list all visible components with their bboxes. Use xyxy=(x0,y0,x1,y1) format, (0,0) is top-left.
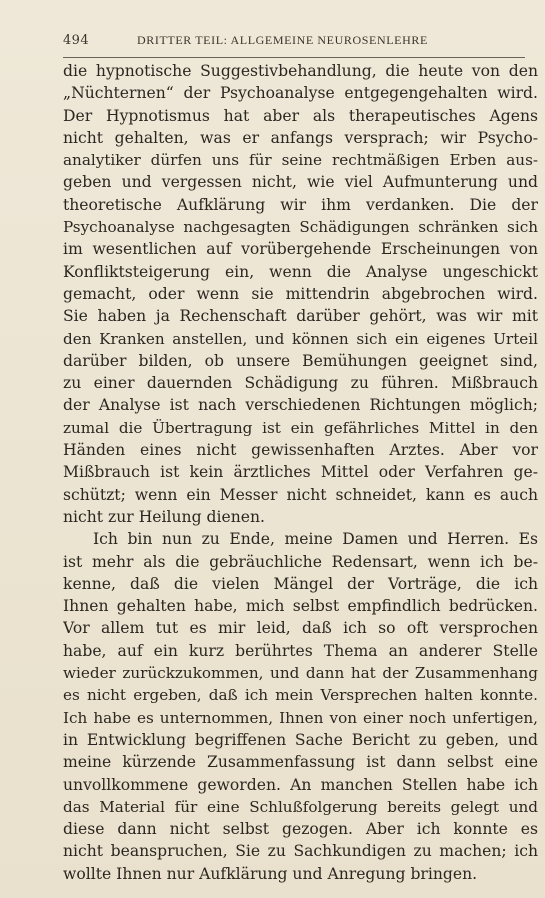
text-line: Der Hypnotismus hat aber als therapeutisches Agens xyxy=(63,106,538,125)
text-line: in Entwicklung begriffenen Sache Bericht zu geben, und xyxy=(63,730,538,749)
page-number: 494 xyxy=(63,33,90,48)
page-header xyxy=(63,33,525,58)
text-line: Konfliktsteigerung ein, wenn die Analyse ungeschickt xyxy=(63,262,538,281)
text-line: zu einer dauernden Schädigung zu führen. Mißbrauch xyxy=(63,374,538,393)
text-line: Vor allem tut es mir leid, daß ich so oft versprochen xyxy=(63,619,538,638)
text-line: die hypnotische Suggestivbehandlung, die heute von den xyxy=(63,62,538,80)
text-line: zumal die Übertragung ist ein gefährliches Mittel in den xyxy=(63,418,538,437)
text-line: geben und vergessen nicht, wie viel Aufmunterung und xyxy=(63,173,538,192)
text-line: es nicht ergeben, daß ich mein Versprechen halten konnte. xyxy=(63,686,538,705)
text-line: im wesentlichen auf vorübergehende Erscheinungen von xyxy=(63,240,538,259)
text-line: analytiker dürfen uns für seine rechtmäßigen Erben aus- xyxy=(63,151,538,170)
text-line: Ich bin nun zu Ende, meine Damen und Herren. Es xyxy=(93,530,538,549)
text-line: diese dann nicht selbst gezogen. Aber ich konnte es xyxy=(63,820,538,839)
text-line: darüber bilden, ob unsere Bemühungen geeignet sind, xyxy=(63,351,538,370)
text-line: der Analyse ist nach verschiedenen Richtungen möglich; xyxy=(63,396,538,415)
text-line: „Nüchternen“ der Psychoanalyse entgegengehalten wird. xyxy=(63,84,538,103)
text-line: das Material für eine Schlußfolgerung bereits gelegt und xyxy=(63,797,538,816)
text-line: Händen eines nicht gewissenhaften Arztes. Aber vor xyxy=(63,441,538,460)
text-line: unvollkommene geworden. An manchen Stellen habe ich xyxy=(63,775,538,794)
text-line: habe, auf ein kurz berührtes Thema an anderer Stelle xyxy=(63,641,538,660)
text-line: ist mehr als die gebräuchliche Redensart, wenn ich be- xyxy=(63,552,538,571)
text-line: meine kürzende Zusammenfassung ist dann selbst eine xyxy=(63,753,538,772)
text-line: gemacht, oder wenn sie mittendrin abgebrochen wird. xyxy=(63,284,538,303)
text-line: nicht zur Heilung dienen. xyxy=(63,507,265,526)
text-line: schützt; wenn ein Messer nicht schneidet, kann es auch xyxy=(63,485,538,504)
running-head: DRITTER TEIL: ALLGEMEINE NEUROSENLEHRE xyxy=(137,33,428,47)
text-line: wollte Ihnen nur Aufklärung und Anregung bringen. xyxy=(63,864,478,883)
text-line: Psychoanalyse nachgesagten Schädigungen schränken sich xyxy=(63,218,538,237)
text-line: Mißbrauch ist kein ärztliches Mittel oder Verfahren ge- xyxy=(63,463,538,482)
body-text xyxy=(63,60,538,885)
text-line: den Kranken anstellen, und können sich ein eigenes Urteil xyxy=(63,329,538,348)
text-line: nicht beanspruchen, Sie zu Sachkundigen zu machen; ich xyxy=(63,842,538,861)
text-line: theoretische Aufklärung wir ihm verdanken. Die der xyxy=(63,195,538,214)
text-line: kenne, daß die vielen Mängel der Vorträge, die ich xyxy=(63,574,538,593)
text-line: Ich habe es unternommen, Ihnen von einer noch unfertigen, xyxy=(63,708,538,727)
text-line: Ihnen gehalten habe, mich selbst empfindlich bedrücken. xyxy=(63,597,538,616)
text-line: nicht gehalten, was er anfangs versprach; wir Psycho- xyxy=(63,128,538,147)
text-line: Sie haben ja Rechenschaft darüber gehört, was wir mit xyxy=(63,307,538,326)
text-line: wieder zurückzukommen, und dann hat der Zusammenhang xyxy=(63,664,538,683)
